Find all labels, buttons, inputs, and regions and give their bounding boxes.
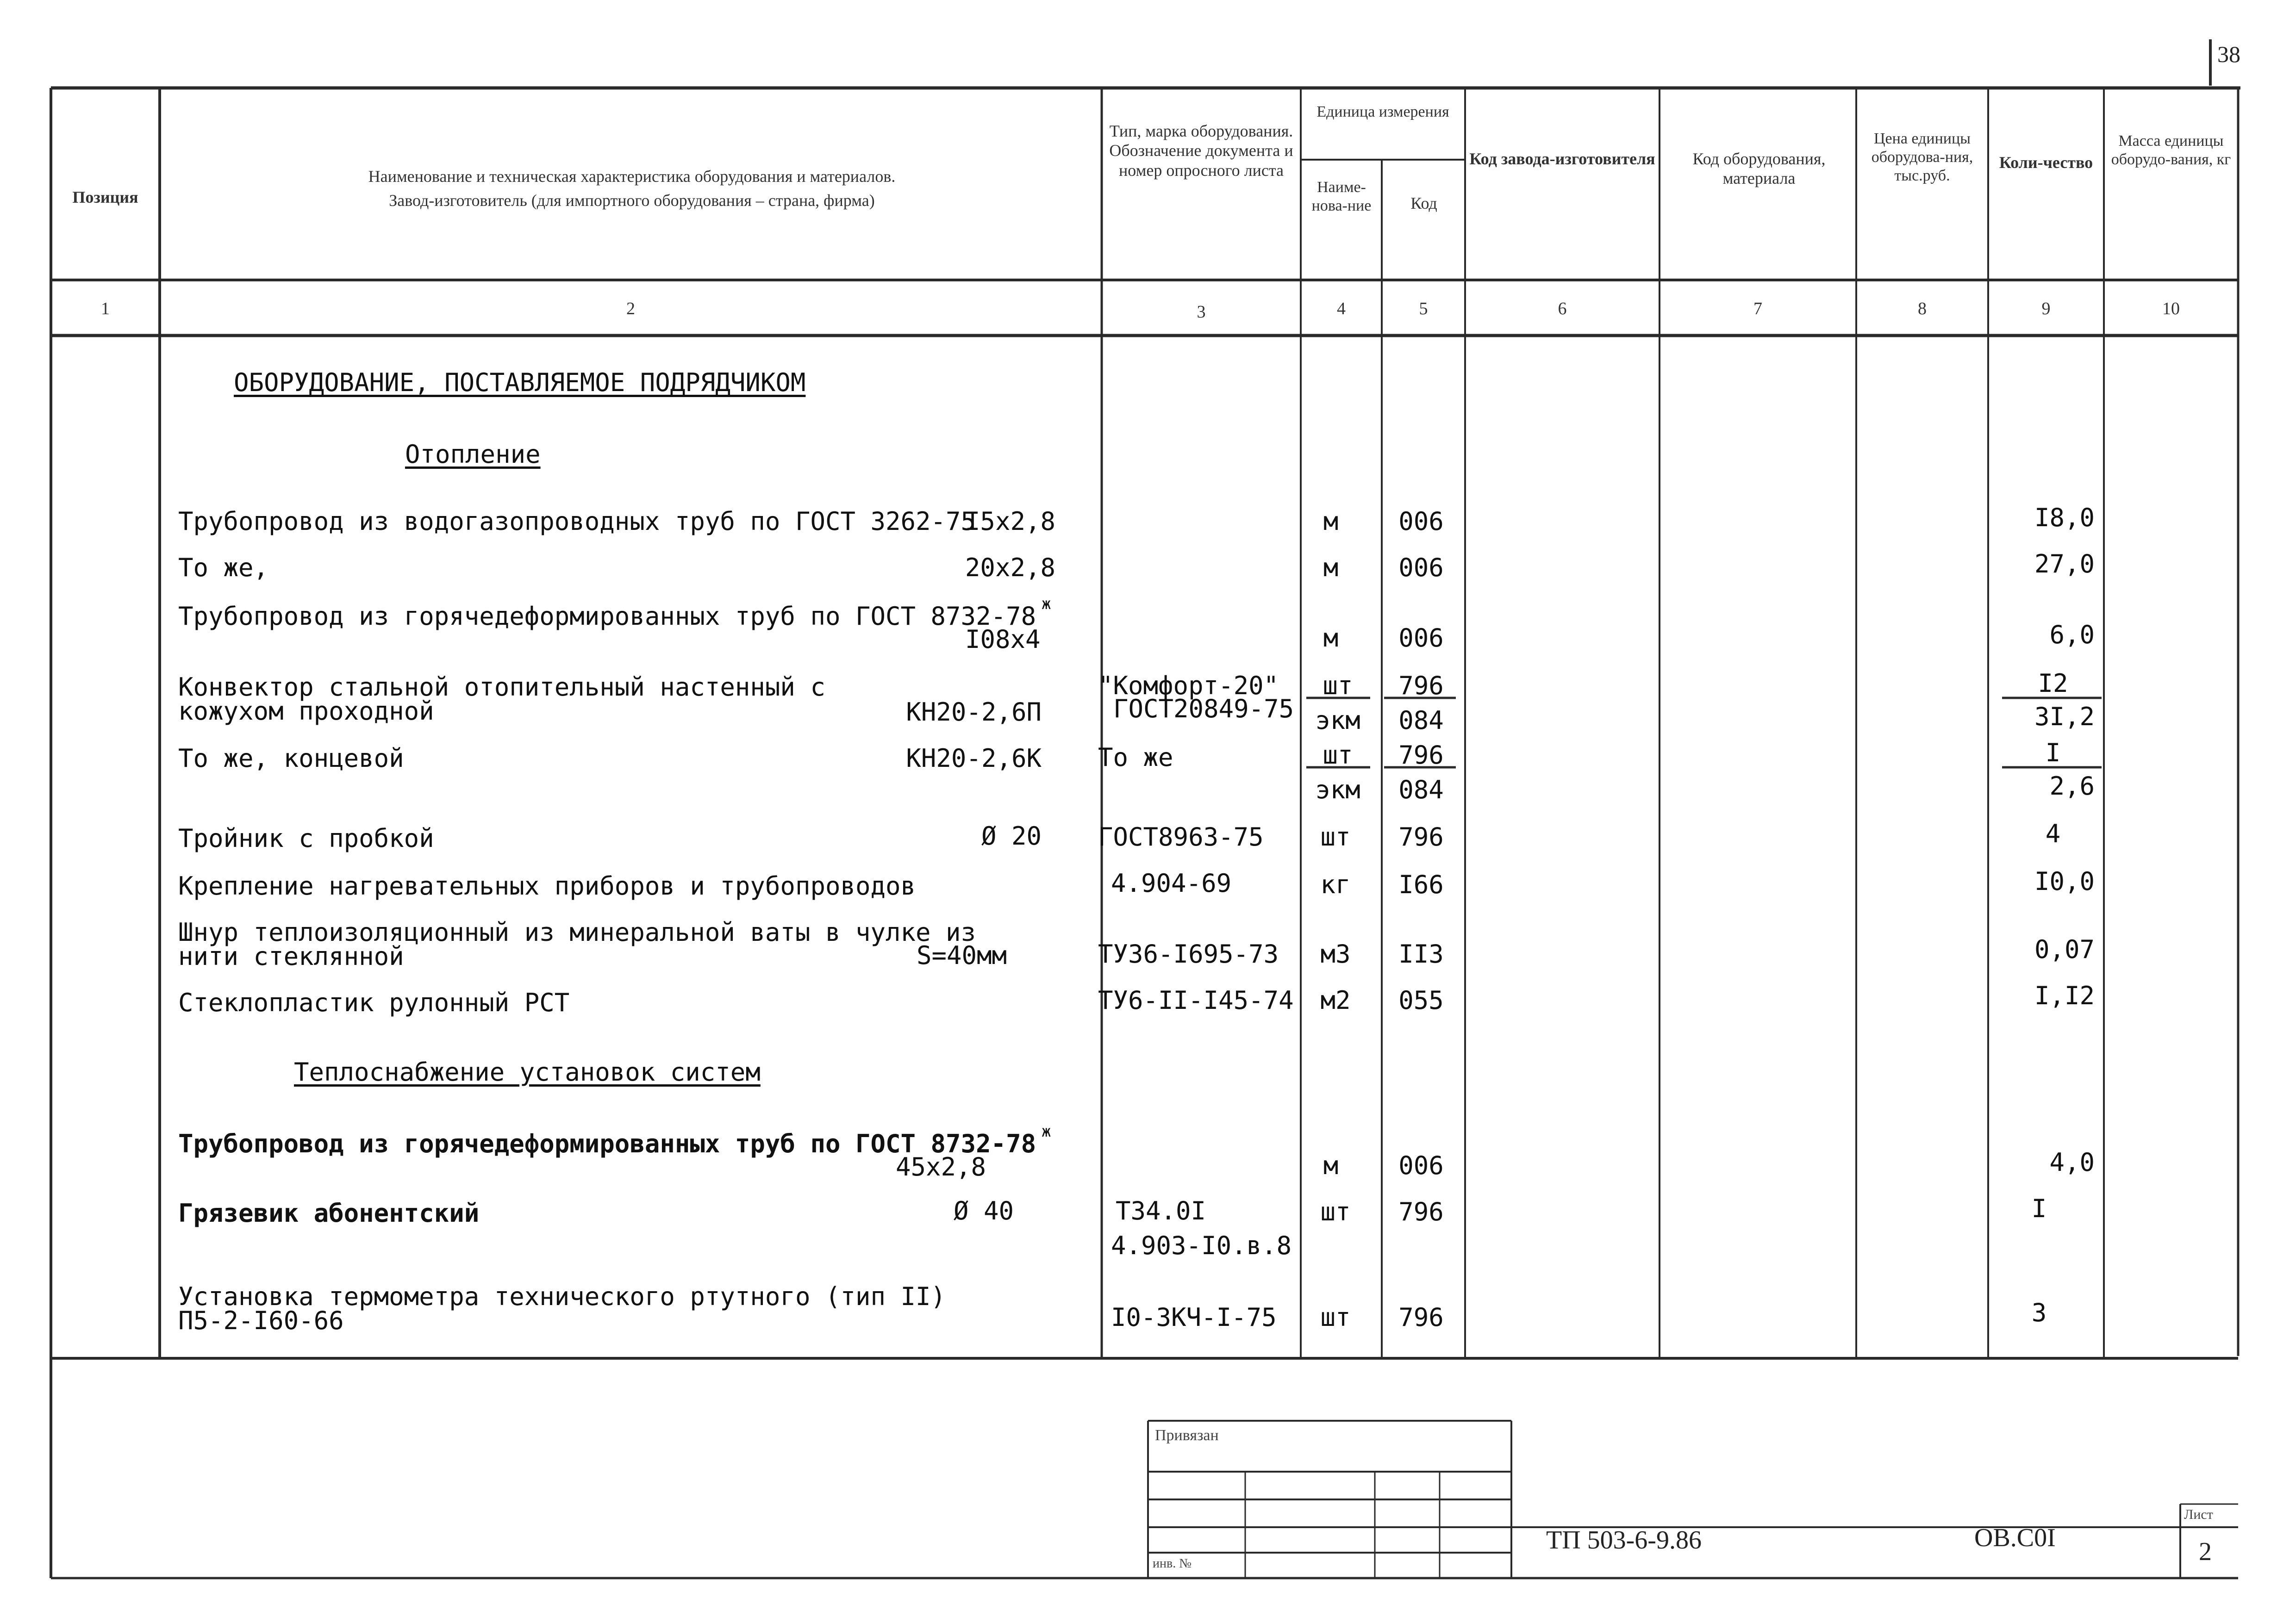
row-size: S=40мм [917,941,1007,970]
row-quantity: 3 [2031,1298,2047,1327]
col-header-unit-group: Единица измерения [1316,103,1449,120]
col-header-equipment-code: Код оборудования, материала [1692,149,1826,188]
row-quantity: 27,0 [2034,549,2095,578]
row-unit: м [1323,507,1339,536]
row-code: 006 [1398,1151,1444,1180]
sheet-number-top: 38 [2217,41,2240,67]
row-name: Трубопровод из водогазопроводных труб по ГОСТ 3262-75 [178,507,976,536]
row-type: ГОСТ8963-75 [1098,822,1264,852]
row-type: ТУ36-I695-73 [1098,939,1279,969]
row-quantity: I [2031,1194,2047,1223]
row-footnote-mark: ж [1042,595,1051,613]
row-size: I08x4 [965,625,1041,654]
row-name: Грязевик абонентский [178,1199,480,1228]
row-unit: м2 [1320,986,1351,1015]
row-quantity: I2 [2038,669,2068,698]
row-code: 055 [1398,986,1444,1015]
col-header-name-line2: Завод-изготовитель (для импортного оборудования – страна, фирма) [389,191,875,210]
row-size: I5x2,8 [965,507,1055,536]
col-header-unit-code: Код [1410,194,1437,212]
row-unit: м [1323,1151,1339,1180]
row-code: 006 [1398,507,1444,536]
col-header-position: Позиция [72,188,138,206]
col-number-5: 5 [1419,299,1428,318]
row-name-line1: Шнур теплоизоляционный из минеральной ваты в чулке из [178,918,976,947]
row-code: 006 [1398,553,1444,582]
col-header-manufacturer-code: Код завода-изготовителя [1469,149,1655,168]
col-number-10: 10 [2162,299,2180,318]
row-code: 796 [1398,1303,1444,1332]
col-number-9: 9 [2041,299,2051,318]
row-name-line2: кожухом проходной [178,696,434,726]
row-code: II3 [1398,939,1444,969]
stamp-sheet-number: 2 [2199,1537,2212,1566]
col-number-7: 7 [1753,299,1762,318]
row-size: 45x2,8 [896,1152,986,1181]
row-quantity: I8,0 [2034,503,2095,532]
row-unit: шт [1323,671,1353,700]
row-name: Тройник с пробкой [178,824,434,853]
row-name: То же, [178,553,269,582]
row-type: I0-3КЧ-I-75 [1111,1303,1277,1332]
row-name-line2: П5-2-I60-66 [178,1306,344,1335]
row-unit: кг [1320,870,1351,899]
row-unit: шт [1320,1303,1351,1332]
row-quantity: 6,0 [2049,620,2095,649]
row-unit-secondary: экм [1315,706,1360,735]
row-name: Трубопровод из горячедеформированных труб по ГОСТ 8732-78 [178,602,1036,631]
row-code: 796 [1398,671,1444,700]
row-name: Трубопровод из горячедеформированных труб по ГОСТ 8732-78 [178,1129,1036,1158]
col-number-8: 8 [1918,299,1927,318]
row-quantity-secondary: 2,6 [2049,771,2095,801]
row-type: 4.904-69 [1111,869,1232,898]
row-quantity: 0,07 [2034,935,2095,964]
row-type-line1: "Комфорт-20" [1098,671,1279,700]
row-type: То же [1098,743,1173,772]
section-title-main: ОБОРУДОВАНИЕ, ПОСТАВЛЯЕМОЕ ПОДРЯДЧИКОМ [234,368,806,397]
row-name: То же, концевой [178,744,404,773]
row-unit: шт [1323,740,1353,770]
row-name-line2: нити стеклянной [178,942,404,971]
col-header-name-line1: Наименование и техническая характеристика оборудования и материалов. [368,167,896,186]
row-code-secondary: 084 [1398,775,1444,804]
stamp-document-code: ТП 503-6-9.86 [1546,1526,1702,1555]
stamp-inventory-label: инв. № [1153,1556,1192,1571]
row-code: 796 [1398,1197,1444,1226]
row-size: Ø 20 [981,821,1042,851]
row-code: I66 [1398,870,1444,899]
row-code: 796 [1398,822,1444,852]
row-name-line1: Установка термометра технического ртутного (тип II) [178,1282,946,1311]
row-quantity: I0,0 [2034,867,2095,896]
row-unit: м [1323,553,1339,582]
row-quantity: I [2045,738,2061,767]
row-quantity: I,I2 [2034,981,2095,1010]
row-name: Стеклопластик рулонный РСТ [178,988,570,1017]
row-footnote-mark: ж [1042,1122,1051,1141]
col-number-2: 2 [626,299,635,318]
row-unit: шт [1320,822,1351,852]
stamp-sheet-label: Лист [2184,1507,2213,1522]
col-number-3: 3 [1197,302,1206,322]
col-header-unit-name: Наиме-нова-ние [1311,179,1372,215]
row-unit-secondary: экм [1315,775,1360,804]
col-header-quantity: Коли-чество [1999,153,2093,172]
row-code: 796 [1398,740,1444,770]
col-number-1: 1 [101,299,110,318]
section-title-heat-supply: Теплоснабжение установок систем [294,1057,761,1087]
row-quantity: 4 [2045,819,2061,848]
row-code: 006 [1398,623,1444,653]
col-header-price: Цена единицы оборудова-ния, тыс.руб. [1871,130,1973,185]
col-number-4: 4 [1337,299,1346,318]
row-type-line1: Т34.0I [1116,1196,1206,1225]
col-header-type: Тип, марка оборудования. Обозначение документа и номер опросного листа [1109,122,1293,180]
row-type-line2: ГОСТ20849-75 [1113,694,1294,723]
section-title-heating: Отопление [405,440,541,469]
row-model: КН20-2,6К [906,744,1042,773]
row-unit: м3 [1320,939,1351,969]
row-model: КН20-2,6П [906,697,1042,727]
row-type-line2: 4.903-I0.в.8 [1111,1231,1292,1260]
row-unit: м [1323,623,1339,653]
row-quantity: 4,0 [2049,1148,2095,1177]
row-unit: шт [1320,1197,1351,1226]
row-size: 20x2,8 [965,553,1055,582]
stamp-mark: ОВ.С0I [1974,1524,2056,1552]
row-name-line1: Конвектор стальной отопительный настенный с [178,672,825,702]
row-code-secondary: 084 [1398,706,1444,735]
row-type: ТУ6-II-I45-74 [1098,986,1294,1015]
row-size: Ø 40 [953,1196,1014,1225]
col-number-6: 6 [1558,299,1567,318]
stamp-linked-label: Привязан [1155,1427,1219,1444]
row-quantity-secondary: 3I,2 [2034,702,2095,731]
col-header-mass: Масса единицы оборудо-вания, кг [2111,132,2231,168]
row-name: Крепление нагревательных приборов и трубопроводов [178,871,916,901]
